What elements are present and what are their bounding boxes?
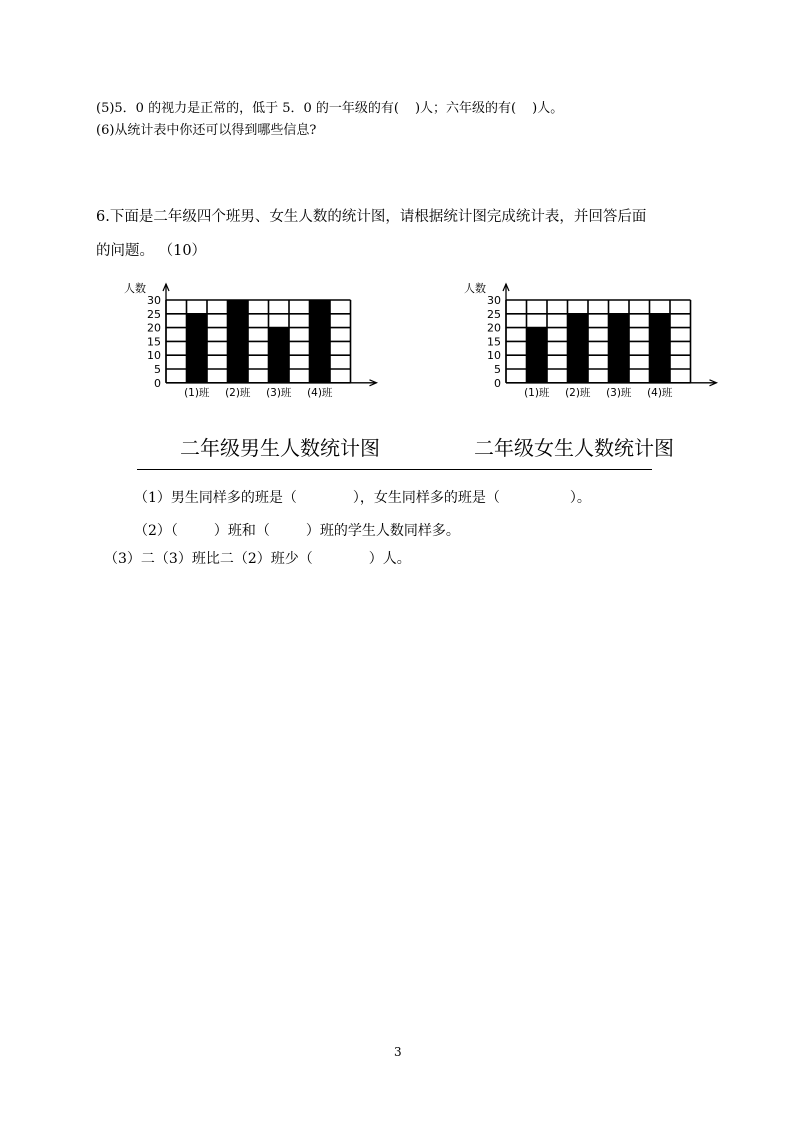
answer-3-text-2: ）人。 [368, 551, 411, 567]
y-tick-label: 0 [494, 376, 501, 390]
answer-1-text-1: （1）男生同样多的班是（ [134, 490, 297, 506]
answer-2 [134, 520, 460, 540]
y-tick-label: 30 [147, 294, 161, 307]
bar-4 [650, 314, 671, 383]
girls-bar-chart [460, 278, 725, 413]
x-tick-label: (1)班 [184, 386, 210, 399]
answer-1 [134, 487, 591, 507]
bar-2 [568, 314, 589, 383]
girls-chart-svg [460, 278, 725, 413]
page-number: 3 [394, 1045, 402, 1059]
y-tick-label: 15 [487, 335, 501, 349]
x-tick-label: (2)班 [565, 386, 591, 399]
y-tick-label: 10 [147, 349, 161, 363]
y-tick-label: 20 [487, 321, 501, 335]
y-tick-label: 5 [154, 363, 161, 376]
x-tick-label: (2)班 [225, 386, 251, 399]
answer-2-text-3: ）班的学生人数同样多。 [305, 523, 460, 539]
x-tick-label: (3)班 [266, 386, 292, 399]
y-tick-label: 10 [487, 349, 501, 363]
answer-1-text-3: ）。 [569, 490, 591, 506]
boys-chart-svg [120, 278, 385, 413]
question-5-text-1: (5)5．0 的视力是正常的，低于 5．0 的一年级的有( [96, 101, 399, 116]
x-tick-label: (4)班 [307, 386, 333, 399]
y-tick-label: 0 [154, 376, 161, 390]
y-tick-label: 30 [487, 294, 501, 307]
question-5-text-2: )人；六年级的有( [414, 101, 517, 116]
boys-bar-chart [120, 278, 385, 413]
answer-1-text-2: ），女生同样多的班是（ [352, 490, 500, 506]
y-tick-label: 25 [487, 307, 501, 321]
answer-2-text-2: ）班和（ [213, 523, 270, 539]
boys-chart-title: 二年级男生人数统计图 [180, 436, 380, 460]
x-tick-label: (3)班 [606, 386, 632, 399]
answer-3-text-1: （3）二（3）班比二（2）班少（ [104, 551, 313, 567]
y-tick-label: 25 [147, 307, 161, 321]
divider-line [137, 469, 652, 470]
question-5 [96, 97, 563, 116]
y-tick-label: 5 [494, 363, 501, 376]
question-5-text-3: )人。 [532, 101, 564, 116]
question-6: (6)从统计表中你还可以得到哪些信息? [96, 123, 317, 138]
bar-3 [609, 314, 630, 383]
y-tick-label: 15 [147, 335, 161, 349]
answer-2-text-1: （2）（ [134, 523, 178, 539]
y-tick-label: 20 [147, 321, 161, 335]
problem-6-line-1: 6.下面是二年级四个班男、女生人数的统计图，请根据统计图完成统计表，并回答后面 [96, 209, 647, 225]
y-axis-label: 人数 [124, 282, 146, 295]
x-tick-label: (4)班 [647, 386, 673, 399]
girls-chart-title: 二年级女生人数统计图 [474, 436, 674, 460]
problem-6-line-2: 的问题。 （10） [96, 243, 207, 259]
y-axis-label: 人数 [464, 282, 486, 295]
bar-1 [187, 314, 208, 383]
answer-3 [104, 548, 411, 568]
x-tick-label: (1)班 [524, 386, 550, 399]
